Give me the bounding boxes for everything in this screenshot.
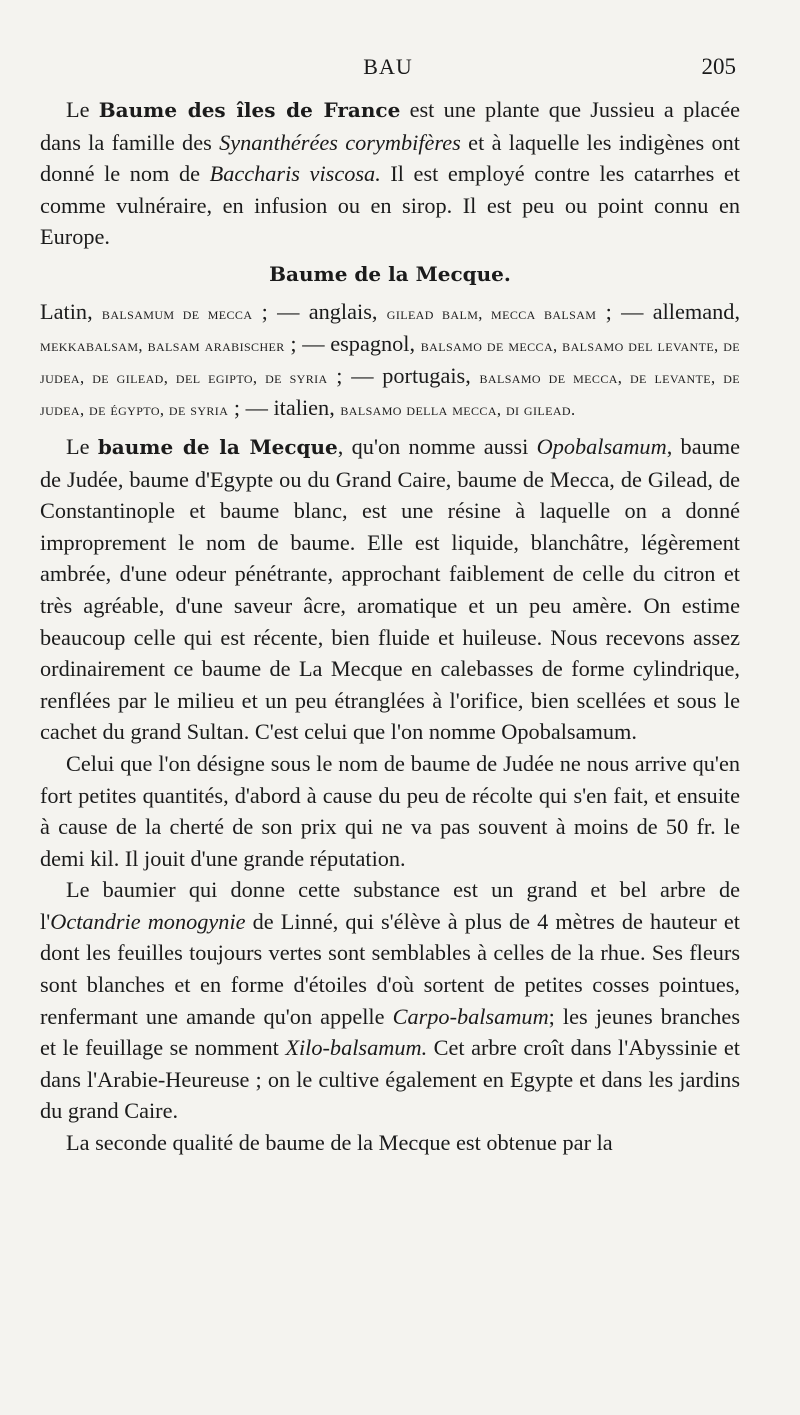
- italic-term: Xilo-balsamum.: [285, 1035, 428, 1061]
- language-label: espagnol: [330, 330, 410, 356]
- text-run: de Linné, qui s'élève à plus de 4 mètres de hauteur et dont les feuilles toujours vertes sont semblables à celles de la rhue. Ses fleurs sont blanches et en forme d'étoiles d'où sortent de petites cosses pointues, renfermant une amande qu'on appelle: [40, 908, 740, 1029]
- synonym-name: balsamo de mecca, de levante, de judea, de égypto, de syria: [40, 367, 740, 419]
- paragraph-seconde-qualite: La seconde qualité de baume de la Mecque est obtenue par la: [66, 1130, 613, 1156]
- synonym-name: gilead balm, mecca balsam: [386, 303, 597, 323]
- language-label: allemand: [652, 298, 735, 324]
- italic-term: Opobalsamum: [536, 433, 667, 459]
- text-run: , baume de Judée, baume d'Egypte ou du Grand Caire, baume de Mecca, de Gilead, de Constantinople et baume blanc, est une résine à laquelle on a donné improprement le nom de baume. Elle est liquide, blanchâtre, légèrement ambrée, d'une odeur pénétrante, approchant faiblement de celle du citron et très agréable, d'une saveur âcre, aromatique et un peu amère. On estime beaucoup celle qui est récente, bien fluide et huileuse. Nous recevons assez ordinairement ce baume de La Mecque en calebasses de forme cylindrique, renflées par le milieu et un peu étranglées à l'orifice, bien scellées et sous le cachet du grand Sultan. C'est celui que l'on nomme Opobalsamum.: [40, 433, 740, 745]
- synonyms-paragraph: Latin, balsamum de mecca ; — anglais, gilead balm, mecca balsam ; — allemand, mekkabalsam, balsam arabischer ; — espagnol, balsamo de mecca, balsamo del levante, de judea, de gilead, del egipto, de syria ; — portugais, balsamo de mecca, de levante, de judea, de égypto, de syria ; — italien, balsamo della mecca, di gilead.: [40, 298, 741, 420]
- page-number: 205: [701, 54, 736, 79]
- text-run: Le baumier qui donne cette substance est un grand et bel arbre de l': [40, 877, 740, 934]
- paragraph-baume-mecque: [40, 431, 740, 748]
- text-run: Cet arbre croît dans l'Abyssinie et dans l'Arabie-Heureuse ; on le cultive également en Egypte et dans les jardins du grand Caire.: [40, 1035, 740, 1124]
- synonym-name: balsamo de mecca, balsamo del levante, de judea, de gilead, del egipto, de syria: [40, 335, 741, 387]
- paragraph-baume-judee: Celui que l'on désigne sous le nom de baume de Judée ne nous arrive qu'en fort petites quantités, d'abord à cause du peu de récolte qui s'en fait, et ensuite à cause de la cherté de son prix qui ne va pas souvent à moins de 50 fr. le demi kil. Il jouit d'une grande réputation.: [40, 750, 740, 871]
- text-run: , qu'on nomme aussi: [337, 433, 537, 459]
- synonym-name: balsamo della mecca, di gilead.: [340, 399, 576, 419]
- language-label: anglais: [308, 298, 372, 324]
- italic-term: Synanthérées corymbifères: [219, 129, 461, 155]
- language-label: Latin: [40, 298, 88, 324]
- text-run: Le: [66, 97, 99, 122]
- entry-name: Baume des îles de France: [98, 98, 401, 122]
- page-body: [40, 94, 740, 1159]
- language-label: portugais: [382, 362, 466, 388]
- italic-term: Baccharis viscosa.: [209, 161, 381, 187]
- section-title: Baume de la Mecque.: [269, 261, 511, 286]
- italic-term: Carpo-balsamum: [392, 1003, 549, 1029]
- italic-term: Octandrie monogynie: [50, 908, 246, 934]
- text-run: Le: [66, 433, 98, 459]
- page-header: [40, 54, 736, 86]
- synonym-name: balsamum de mecca: [101, 303, 253, 323]
- text-run: ; les jeunes branches et le feuillage se nomment: [40, 1003, 740, 1061]
- paragraph-baumier: [40, 874, 740, 1127]
- paragraph-iles-de-france: [40, 94, 740, 253]
- synonym-name: mekkabalsam, balsam arabischer: [40, 335, 285, 355]
- language-label: italien: [273, 394, 330, 420]
- text-run: Il est employé contre les catarrhes et comme vulnéraire, en infusion ou en sirop. Il est peu ou point connu en Europe.: [40, 161, 740, 250]
- running-head: BAU: [363, 54, 413, 79]
- entry-name: baume de la Mecque: [97, 434, 338, 459]
- text-run: et à laquelle les indigènes ont donné le nom de: [40, 129, 740, 187]
- text-run: est une plante que Jussieu a placée dans la famille des: [40, 97, 740, 155]
